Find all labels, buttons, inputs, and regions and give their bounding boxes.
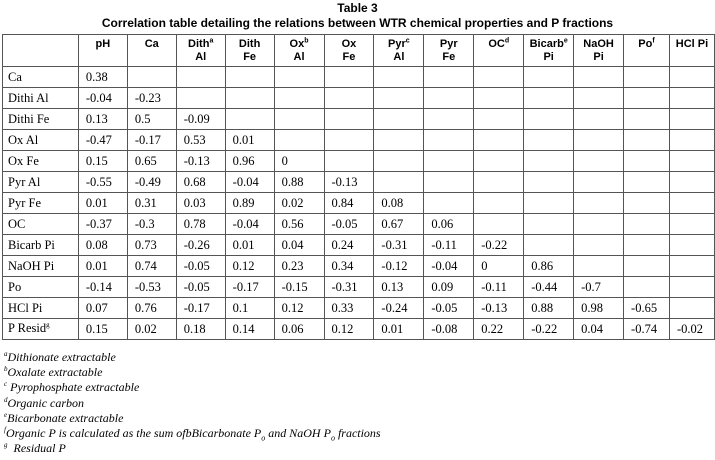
footnote-mark: a	[209, 37, 214, 45]
table-cell: -0.04	[225, 214, 274, 235]
column-header-line1: Pyr	[388, 38, 406, 50]
row-label-text: Bicarb Pi	[8, 237, 55, 252]
footnote-subscript: o	[330, 433, 335, 443]
row-label	[3, 256, 79, 277]
table-cell: 0.88	[524, 298, 574, 319]
column-header-line1: Po	[638, 38, 653, 50]
column-header	[424, 35, 474, 67]
table-cell	[374, 172, 424, 193]
table-cell	[524, 130, 574, 151]
table-cell	[524, 109, 574, 130]
table-cell	[274, 109, 324, 130]
footnote-text: Dithionate extractable	[7, 350, 116, 364]
row-label	[3, 67, 79, 88]
column-header-line1: NaOH	[583, 38, 614, 50]
column-header	[176, 35, 225, 67]
table-cell: 0.06	[424, 214, 474, 235]
table-cell: 0.01	[225, 130, 274, 151]
column-header-line2: Pi	[593, 51, 604, 63]
table-cell: -0.04	[78, 88, 127, 109]
table-cell	[474, 151, 524, 172]
table-cell	[524, 151, 574, 172]
table-cell: 0.33	[324, 298, 374, 319]
footnote-mark: f	[4, 426, 6, 435]
table-cell	[624, 277, 670, 298]
table-cell	[574, 67, 624, 88]
table-cell: 0.15	[78, 151, 127, 172]
table-cell: -0.14	[78, 277, 127, 298]
table-cell: -0.13	[474, 298, 524, 319]
footnote-mark: g	[46, 321, 50, 330]
table-cell	[127, 67, 176, 88]
footnote-mark: e	[563, 37, 568, 45]
footnote-text: Bicarbonate extractable	[7, 410, 124, 425]
table-cell: -0.05	[176, 277, 225, 298]
row-label-text: Pyr Al	[8, 174, 41, 189]
table-cell: 0.74	[127, 256, 176, 277]
footnote-mark: b	[304, 37, 309, 45]
row-label	[3, 88, 79, 109]
table-cell	[424, 130, 474, 151]
table-cell: 0.14	[225, 319, 274, 340]
table-cell	[374, 151, 424, 172]
table-cell: -0.05	[176, 256, 225, 277]
table-cell	[474, 214, 524, 235]
table-cell	[474, 130, 524, 151]
table-cell	[274, 67, 324, 88]
table-cell: -0.15	[274, 277, 324, 298]
column-header-line1: OC	[488, 38, 505, 50]
table-cell: 0	[474, 256, 524, 277]
column-header	[324, 35, 374, 67]
table-cell	[324, 67, 374, 88]
table-cell: 0.03	[176, 193, 225, 214]
table-cell	[624, 235, 670, 256]
row-label	[3, 172, 79, 193]
header-corner	[3, 35, 79, 67]
footnote-mark: d	[4, 395, 8, 404]
footnote	[4, 396, 381, 411]
footnote	[4, 350, 381, 365]
table-cell: 0.88	[274, 172, 324, 193]
column-header-line2: Al	[195, 51, 207, 63]
row-label	[3, 277, 79, 298]
column-header	[474, 35, 524, 67]
table-cell: -0.02	[669, 319, 714, 340]
footnote-mark: b	[4, 365, 8, 374]
table-cell: 0.07	[78, 298, 127, 319]
table-cell: 0	[274, 151, 324, 172]
table-cell	[574, 109, 624, 130]
table-cell	[624, 109, 670, 130]
footnote-mark: d	[504, 37, 510, 45]
table-cell	[176, 67, 225, 88]
footnote-text: Oxalate extractable	[7, 365, 103, 380]
table-cell: -0.7	[574, 277, 624, 298]
table-cell: 0.12	[225, 256, 274, 277]
table-cell	[669, 130, 714, 151]
table-cell	[374, 109, 424, 130]
table-row	[3, 193, 715, 214]
table-cell	[524, 88, 574, 109]
footnote-mark: c	[4, 380, 8, 389]
table-cell	[374, 130, 424, 151]
table-cell: 0.76	[127, 298, 176, 319]
table-cell	[574, 256, 624, 277]
table-row	[3, 67, 715, 88]
table-cell: -0.04	[424, 256, 474, 277]
column-header	[524, 35, 574, 67]
table-cell	[574, 214, 624, 235]
table-cell: -0.26	[176, 235, 225, 256]
table-cell	[624, 130, 670, 151]
table-cell	[624, 172, 670, 193]
row-label	[3, 214, 79, 235]
row-label	[3, 319, 79, 340]
table-cell	[225, 109, 274, 130]
table-cell	[669, 214, 714, 235]
column-header	[127, 35, 176, 67]
table-cell: -0.13	[176, 151, 225, 172]
table-cell: 0.01	[78, 193, 127, 214]
table-cell	[574, 130, 624, 151]
table-cell: 0.01	[225, 235, 274, 256]
table-cell	[669, 88, 714, 109]
table-cell	[424, 172, 474, 193]
footnote-text: Pyrophosphate extractable	[7, 380, 140, 395]
table-cell: 0.18	[176, 319, 225, 340]
table-cell: -0.22	[474, 235, 524, 256]
column-header-line2: Fe	[342, 51, 356, 63]
table-cell: 0.02	[274, 193, 324, 214]
row-label-text: NaOH Pi	[8, 258, 55, 273]
table-row	[3, 172, 715, 193]
table-cell	[574, 88, 624, 109]
table-cell	[669, 235, 714, 256]
table-cell	[624, 256, 670, 277]
column-header	[374, 35, 424, 67]
table-cell	[574, 172, 624, 193]
table-cell: -0.09	[176, 109, 225, 130]
table-cell: -0.44	[524, 277, 574, 298]
row-label	[3, 109, 79, 130]
table-row	[3, 256, 715, 277]
table-cell	[424, 88, 474, 109]
table-cell: -0.05	[424, 298, 474, 319]
table-cell	[574, 235, 624, 256]
table-cell	[669, 277, 714, 298]
table-cell	[624, 151, 670, 172]
table-cell: 0.31	[127, 193, 176, 214]
table-cell: -0.37	[78, 214, 127, 235]
correlation-table	[2, 34, 715, 340]
column-header-line1: Ox	[341, 38, 357, 50]
column-header-line1: Dith	[188, 38, 210, 50]
row-label-text: Po	[8, 279, 22, 294]
footnote-text: Organic carbon	[7, 395, 85, 410]
table-cell: 0.84	[324, 193, 374, 214]
table-cell: -0.47	[78, 130, 127, 151]
table-cell	[424, 151, 474, 172]
table-cell	[474, 172, 524, 193]
table-cell	[274, 88, 324, 109]
column-header	[274, 35, 324, 67]
table-row	[3, 277, 715, 298]
table-cell	[274, 130, 324, 151]
column-header-line2: Al	[293, 51, 305, 63]
table-cell	[424, 109, 474, 130]
table-cell	[574, 193, 624, 214]
table-row	[3, 130, 715, 151]
table-cell: 0.15	[78, 319, 127, 340]
footnote-subscript: o	[261, 433, 266, 443]
table-cell: -0.13	[324, 172, 374, 193]
table-cell: -0.11	[474, 277, 524, 298]
column-header-line1: Pyr	[439, 38, 458, 50]
table-cell: 0.78	[176, 214, 225, 235]
table-cell	[669, 193, 714, 214]
row-label-text: HCl Pi	[8, 300, 43, 315]
column-header-line1: pH	[95, 38, 111, 50]
table-cell	[374, 88, 424, 109]
table-cell: 0.13	[78, 109, 127, 130]
table-cell: -0.3	[127, 214, 176, 235]
table-cell: 0.86	[524, 256, 574, 277]
footnote	[4, 441, 381, 456]
footnote	[4, 426, 381, 441]
table-cell: 0.01	[78, 256, 127, 277]
table-cell: 0.73	[127, 235, 176, 256]
table-cell: -0.74	[624, 319, 670, 340]
table-row	[3, 235, 715, 256]
table-cell: -0.31	[374, 235, 424, 256]
footnote-mark: a	[4, 350, 8, 358]
table-cell	[474, 193, 524, 214]
table-cell	[524, 235, 574, 256]
table-cell: 0.98	[574, 298, 624, 319]
table-cell	[669, 298, 714, 319]
table-cell: -0.31	[324, 277, 374, 298]
table-cell	[574, 151, 624, 172]
column-header	[574, 35, 624, 67]
table-cell	[374, 67, 424, 88]
table-cell: 0.22	[474, 319, 524, 340]
row-label-text: Dithi Fe	[8, 111, 50, 126]
table-cell: -0.12	[374, 256, 424, 277]
footnote-text: Organic P is calculated as the sum ofbBicarbonate P	[5, 426, 262, 441]
table-cell: 0.02	[127, 319, 176, 340]
table-cell: 0.56	[274, 214, 324, 235]
row-label-text: Ox Fe	[8, 153, 39, 168]
table-cell	[624, 67, 670, 88]
table-cell: -0.08	[424, 319, 474, 340]
table-body	[3, 67, 715, 340]
table-cell	[524, 172, 574, 193]
row-label-text: Ca	[8, 69, 22, 84]
table-cell: 0.04	[574, 319, 624, 340]
table-cell: 0.24	[324, 235, 374, 256]
table-cell: 0.04	[274, 235, 324, 256]
footnote	[4, 365, 381, 380]
row-label-text: Pyr Fe	[8, 195, 41, 210]
table-cell: 0.65	[127, 151, 176, 172]
table-cell: -0.55	[78, 172, 127, 193]
column-header	[624, 35, 670, 67]
column-header-line1: Dith	[238, 38, 261, 50]
table-cell	[669, 67, 714, 88]
footnote	[4, 380, 381, 395]
footnote-mark: e	[4, 410, 8, 419]
column-header-line1: Ox	[289, 38, 305, 50]
table-cell: -0.05	[324, 214, 374, 235]
table-cell	[225, 88, 274, 109]
table-label: Table 3	[337, 1, 378, 15]
row-label-text: P Resid	[8, 321, 47, 336]
column-header-line2: Fe	[442, 51, 456, 63]
footnote	[4, 411, 381, 426]
table-cell	[669, 151, 714, 172]
table-cell: 0.01	[374, 319, 424, 340]
table-cell	[669, 256, 714, 277]
table-cell: -0.23	[127, 88, 176, 109]
row-label	[3, 298, 79, 319]
row-label	[3, 151, 79, 172]
row-label-text: Dithi Al	[8, 90, 49, 105]
table-cell: 0.08	[374, 193, 424, 214]
table-cell: -0.17	[225, 277, 274, 298]
table-row	[3, 151, 715, 172]
table-cell	[474, 67, 524, 88]
table-cell: 0.34	[324, 256, 374, 277]
table-cell	[324, 88, 374, 109]
table-cell	[669, 172, 714, 193]
table-cell: 0.68	[176, 172, 225, 193]
table-row	[3, 109, 715, 130]
column-header-line2: Pi	[543, 51, 554, 63]
table-row	[3, 88, 715, 109]
table-cell	[474, 88, 524, 109]
table-cell	[225, 67, 274, 88]
row-label-text: Ox Al	[8, 132, 39, 147]
table-cell: -0.22	[524, 319, 574, 340]
table-cell: 0.23	[274, 256, 324, 277]
footnote-mark: c	[405, 37, 410, 45]
row-label	[3, 235, 79, 256]
row-label	[3, 193, 79, 214]
column-header-line1: Bicarb	[529, 38, 564, 50]
table-cell: -0.11	[424, 235, 474, 256]
table-cell: 0.08	[78, 235, 127, 256]
footnote-text: Residual P	[7, 441, 66, 456]
table-cell	[176, 88, 225, 109]
table-cell: 0.53	[176, 130, 225, 151]
table-row	[3, 319, 715, 340]
column-header-line2: Fe	[243, 51, 257, 63]
table-row	[3, 214, 715, 235]
row-label	[3, 130, 79, 151]
table-cell	[474, 109, 524, 130]
column-header-line1: HCl Pi	[675, 38, 709, 50]
table-row	[3, 298, 715, 319]
footnote-text: and NaOH P	[265, 426, 331, 441]
table-cell	[424, 67, 474, 88]
table-title: Correlation table detailing the relations between WTR chemical properties and P fractions	[101, 16, 614, 30]
footnote-text: fractions	[334, 426, 381, 441]
table-cell: -0.53	[127, 277, 176, 298]
table-cell: 0.09	[424, 277, 474, 298]
table-cell: -0.49	[127, 172, 176, 193]
table-cell	[324, 130, 374, 151]
table-cell	[324, 109, 374, 130]
table-cell	[624, 193, 670, 214]
table-cell: -0.65	[624, 298, 670, 319]
column-header-line2: Al	[393, 51, 405, 63]
table-cell: 0.1	[225, 298, 274, 319]
table-cell	[524, 214, 574, 235]
table-cell: -0.04	[225, 172, 274, 193]
table-cell: 0.13	[374, 277, 424, 298]
table-cell: 0.67	[374, 214, 424, 235]
table-cell	[324, 151, 374, 172]
column-header	[78, 35, 127, 67]
table-cell: 0.5	[127, 109, 176, 130]
column-header	[669, 35, 714, 67]
column-header-line1: Ca	[144, 38, 159, 50]
table-cell	[424, 193, 474, 214]
table-cell	[524, 193, 574, 214]
table-cell: 0.89	[225, 193, 274, 214]
table-cell: 0.12	[274, 298, 324, 319]
footnotes	[4, 350, 381, 456]
table-cell: 0.12	[324, 319, 374, 340]
table-cell	[624, 88, 670, 109]
table-cell: -0.17	[176, 298, 225, 319]
header-row	[3, 35, 715, 67]
table-cell: 0.06	[274, 319, 324, 340]
table-cell	[524, 67, 574, 88]
table-cell: -0.24	[374, 298, 424, 319]
row-label-text: OC	[8, 216, 26, 231]
table-cell	[669, 109, 714, 130]
table-cell: -0.17	[127, 130, 176, 151]
table-cell: 0.96	[225, 151, 274, 172]
table-cell: 0.38	[78, 67, 127, 88]
footnote-mark: f	[652, 37, 655, 45]
footnote-mark: g	[4, 441, 8, 450]
column-header	[225, 35, 274, 67]
table-cell	[624, 214, 670, 235]
